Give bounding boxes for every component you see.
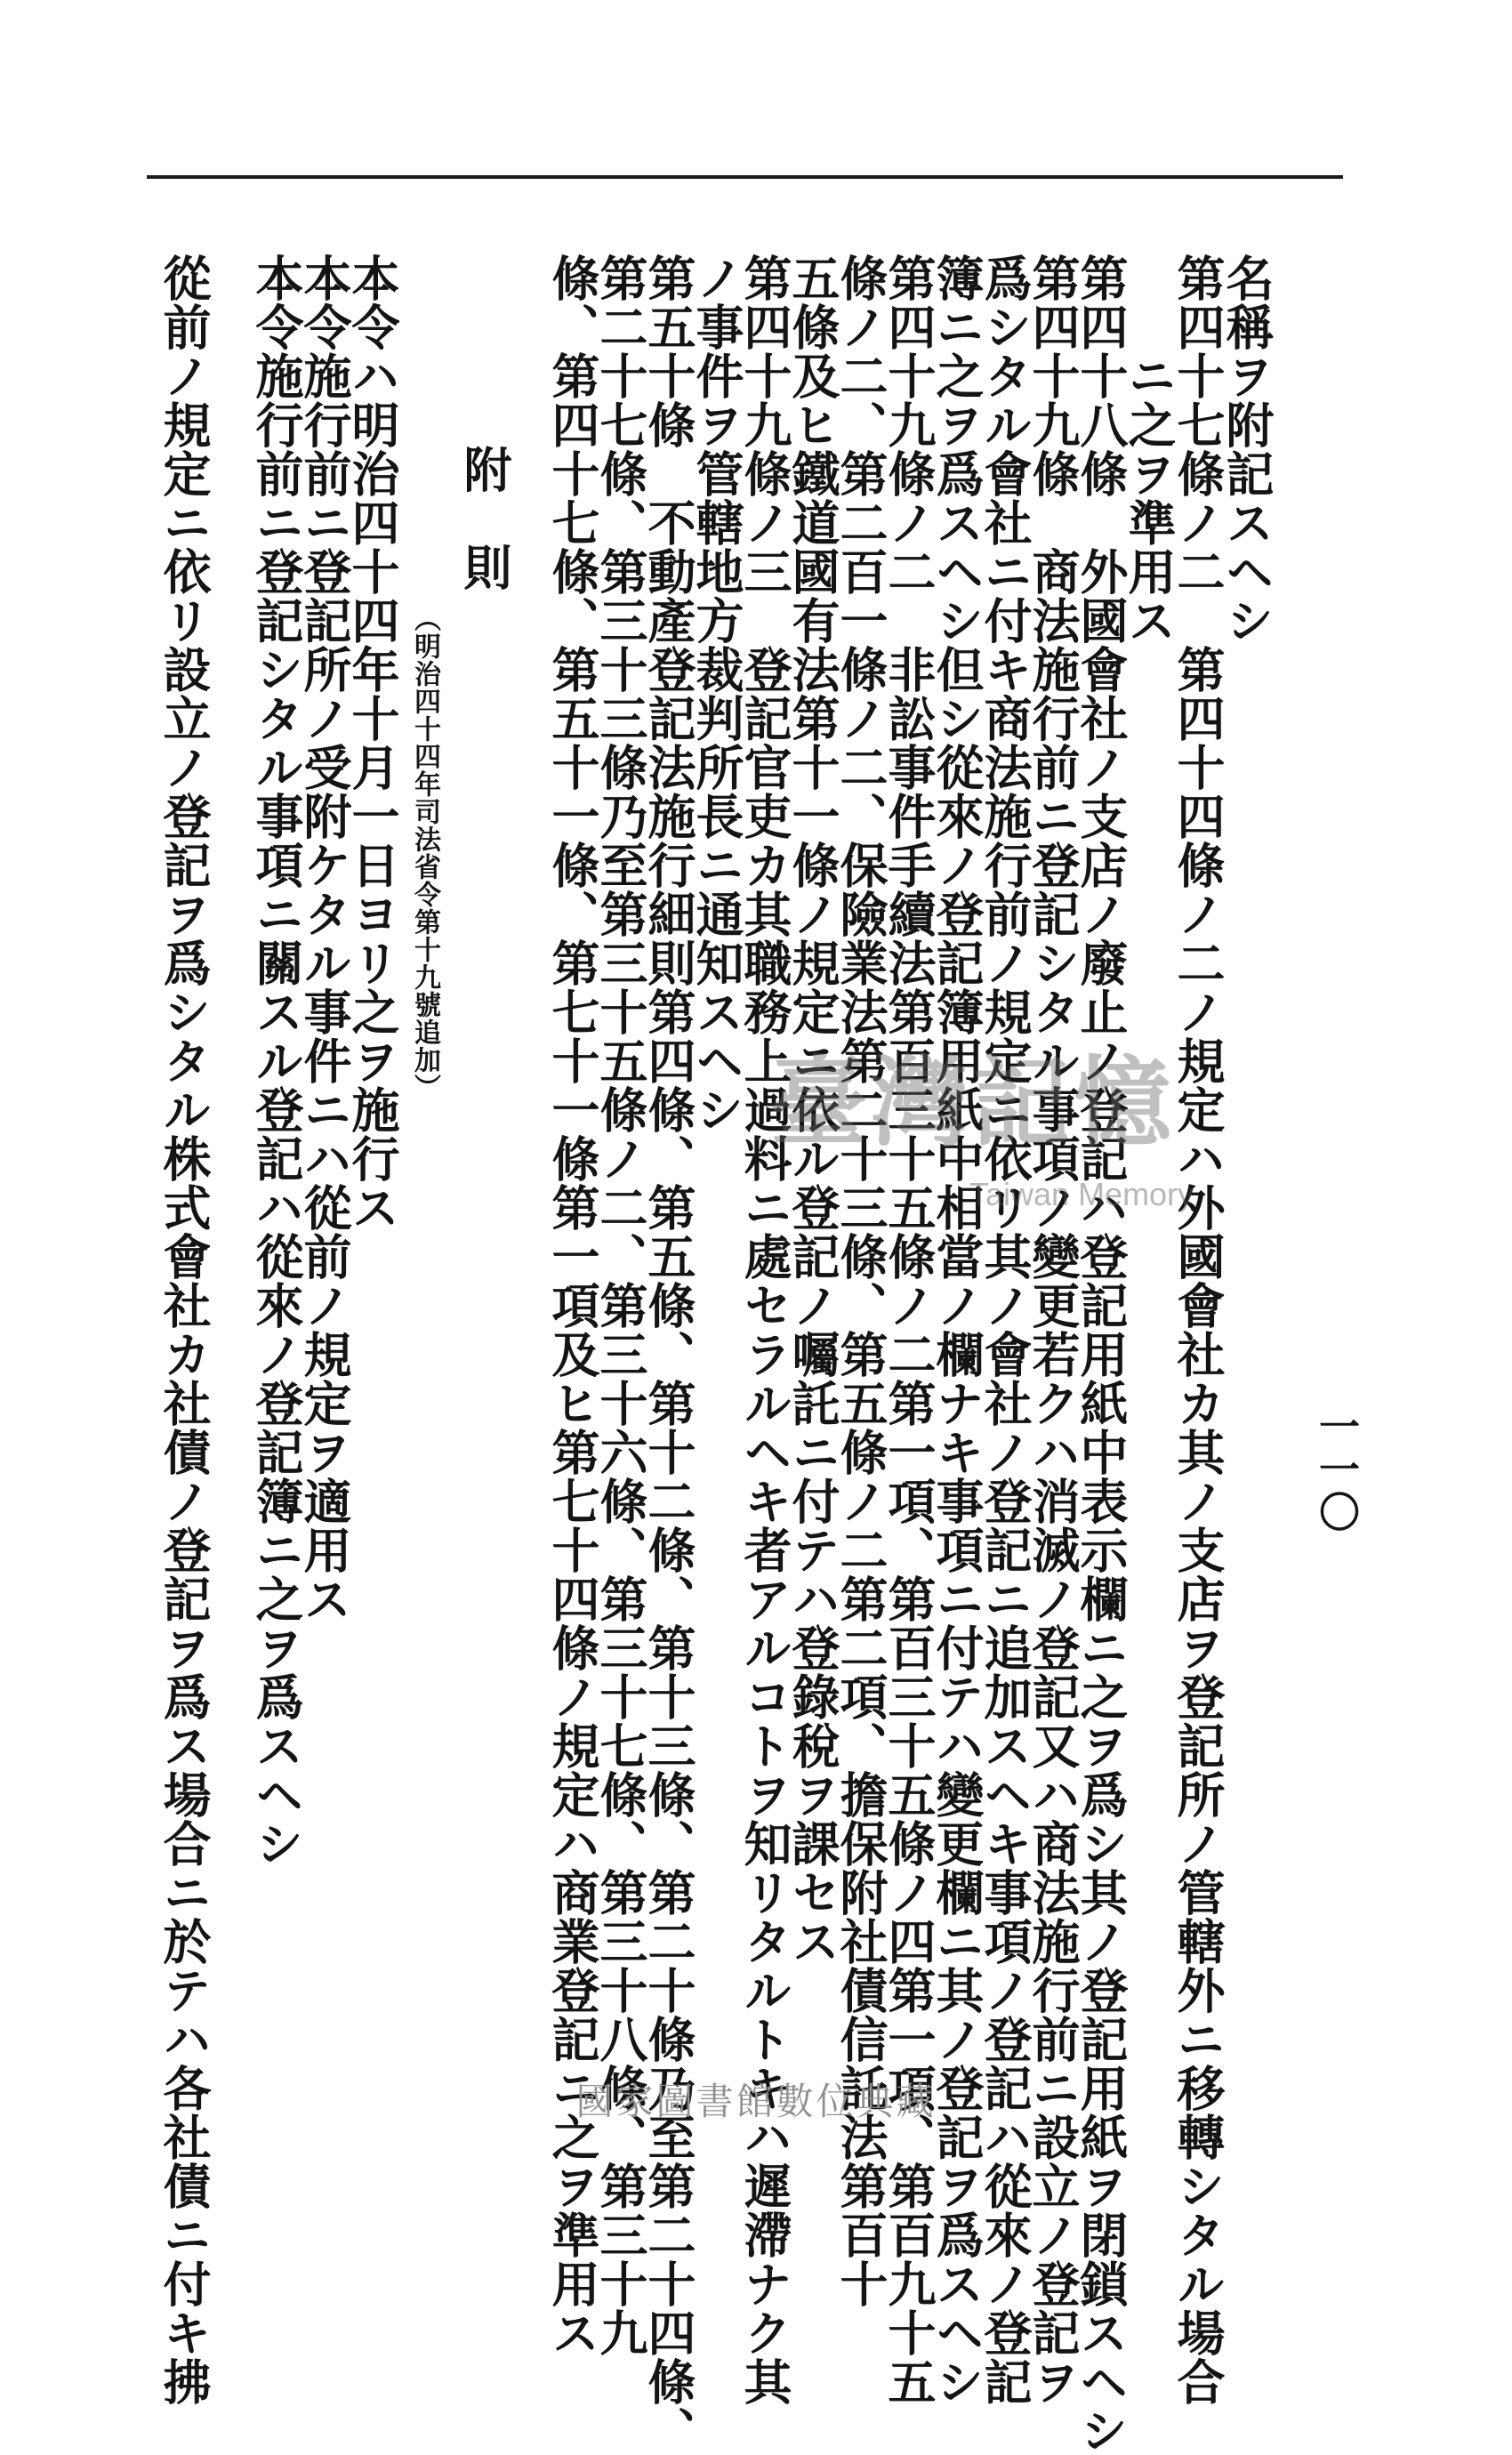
appendix-note: （明治四十四年司法省令第十九號追加） [409, 605, 440, 1101]
library-footer: 國家圖書館數位典藏 [575, 2080, 937, 2123]
text-column-20: 從前ノ規定ニ依リ設立ノ登記ヲ爲シタル株式會社カ社債ノ登記ヲ爲ス場合ニ於テハ各社債ニ付キ拂 [156, 254, 213, 2406]
text-column-15: 條、第四十七條、第五十一條、第七十一條第一項及ヒ第七十四條ノ規定ハ商業登記ニ之ヲ準用ス [544, 254, 601, 2357]
appendix-heading: 附 則 [456, 445, 513, 592]
text-column-1: 名稱ヲ附記スヘシ [1218, 254, 1275, 645]
text-column-18: 本令施行前ニ登記所ノ受附ケタル事件ニハ從前ノ規定ヲ適用ス [296, 254, 353, 1623]
text-column-12: ノ事件ヲ管轄地方裁判所長ニ通知スヘシ [688, 254, 745, 1134]
text-column-6: 爲シタル會社ニ付キ商法施行前ノ規定ニ依リ其ノ會社ノ登記ニ追加スヘキ事項ノ登記ハ從來ノ登記 [977, 254, 1033, 2406]
text-column-19: 本令施行前ニ登記シタル事項ニ關スル登記ハ從來ノ登記簿ニ之ヲ爲スヘシ [248, 254, 305, 1868]
text-column-3: ニ之ヲ準用ス [1121, 351, 1178, 645]
text-column-11: 第四十九條ノ三 登記官吏カ其職務上過料ニ處セラルヘキ者アルコトヲ知リタルトキハ遲滯ナク其 [736, 254, 793, 2406]
text-column-4: 第四十八條 外國會社ノ支店ノ廢止ノ登記ハ登記用紙中表示欄ニ之ヲ爲シ其ノ登記用紙ヲ閉鎖スヘシ [1073, 254, 1130, 2455]
text-column-9: 條ノ二、第二百一條ノ二、保險業法第二十三條、第五條ノ二第二項、擔保附社債信託法第百十 [832, 254, 889, 2308]
text-column-14: 第二十七條、第三十三條乃至第三十五條ノ二、第三十六條、第三十七條、第三十八條、第三十九 [592, 254, 649, 2357]
text-column-13: 第五十條 不動產登記法施行細則第四條、第五條、第十二條、第十三條、第二十條乃至第二十四條、 [640, 254, 697, 2455]
text-column-17: 本令ハ明治四十四年十月一日ヨリ之ヲ施行ス [344, 254, 401, 1232]
text-column-5: 第四十九條 商法施行前ニ登記シタル事項ノ變更若クハ消滅ノ登記又ハ商法施行前ニ設立ノ登記ヲ [1025, 254, 1082, 2406]
top-rule [147, 175, 1343, 179]
text-column-10: 五條及ヒ鐵道國有法第十一條ノ規定ニ依ル登記ノ囑託ニ付テハ登錄稅ヲ課セス [784, 254, 841, 1966]
text-column-2: 第四十七條ノ二 第四十四條ノ二ノ規定ハ外國會社カ其ノ支店ヲ登記所ノ管轄外ニ移轉シタル場合 [1170, 254, 1226, 2406]
text-column-8: 第四十九條ノ二 非訟事件手續法第百三十五條ノ二第一項、第百三十五條ノ四第一項、第百九十五 [881, 254, 937, 2406]
page-number: 一一〇 [1313, 1405, 1361, 1533]
watermark-english: Taiwan Memory [969, 1176, 1194, 1212]
text-column-7: 簿ニ之ヲ爲スヘシ但シ從來ノ登記簿用紙中相當ノ欄ナキ事項ニ付テハ變更欄ニ其ノ登記ヲ爲スヘシ [929, 254, 985, 2406]
watermark-chinese: 臺灣記憶 [769, 1045, 1175, 1160]
